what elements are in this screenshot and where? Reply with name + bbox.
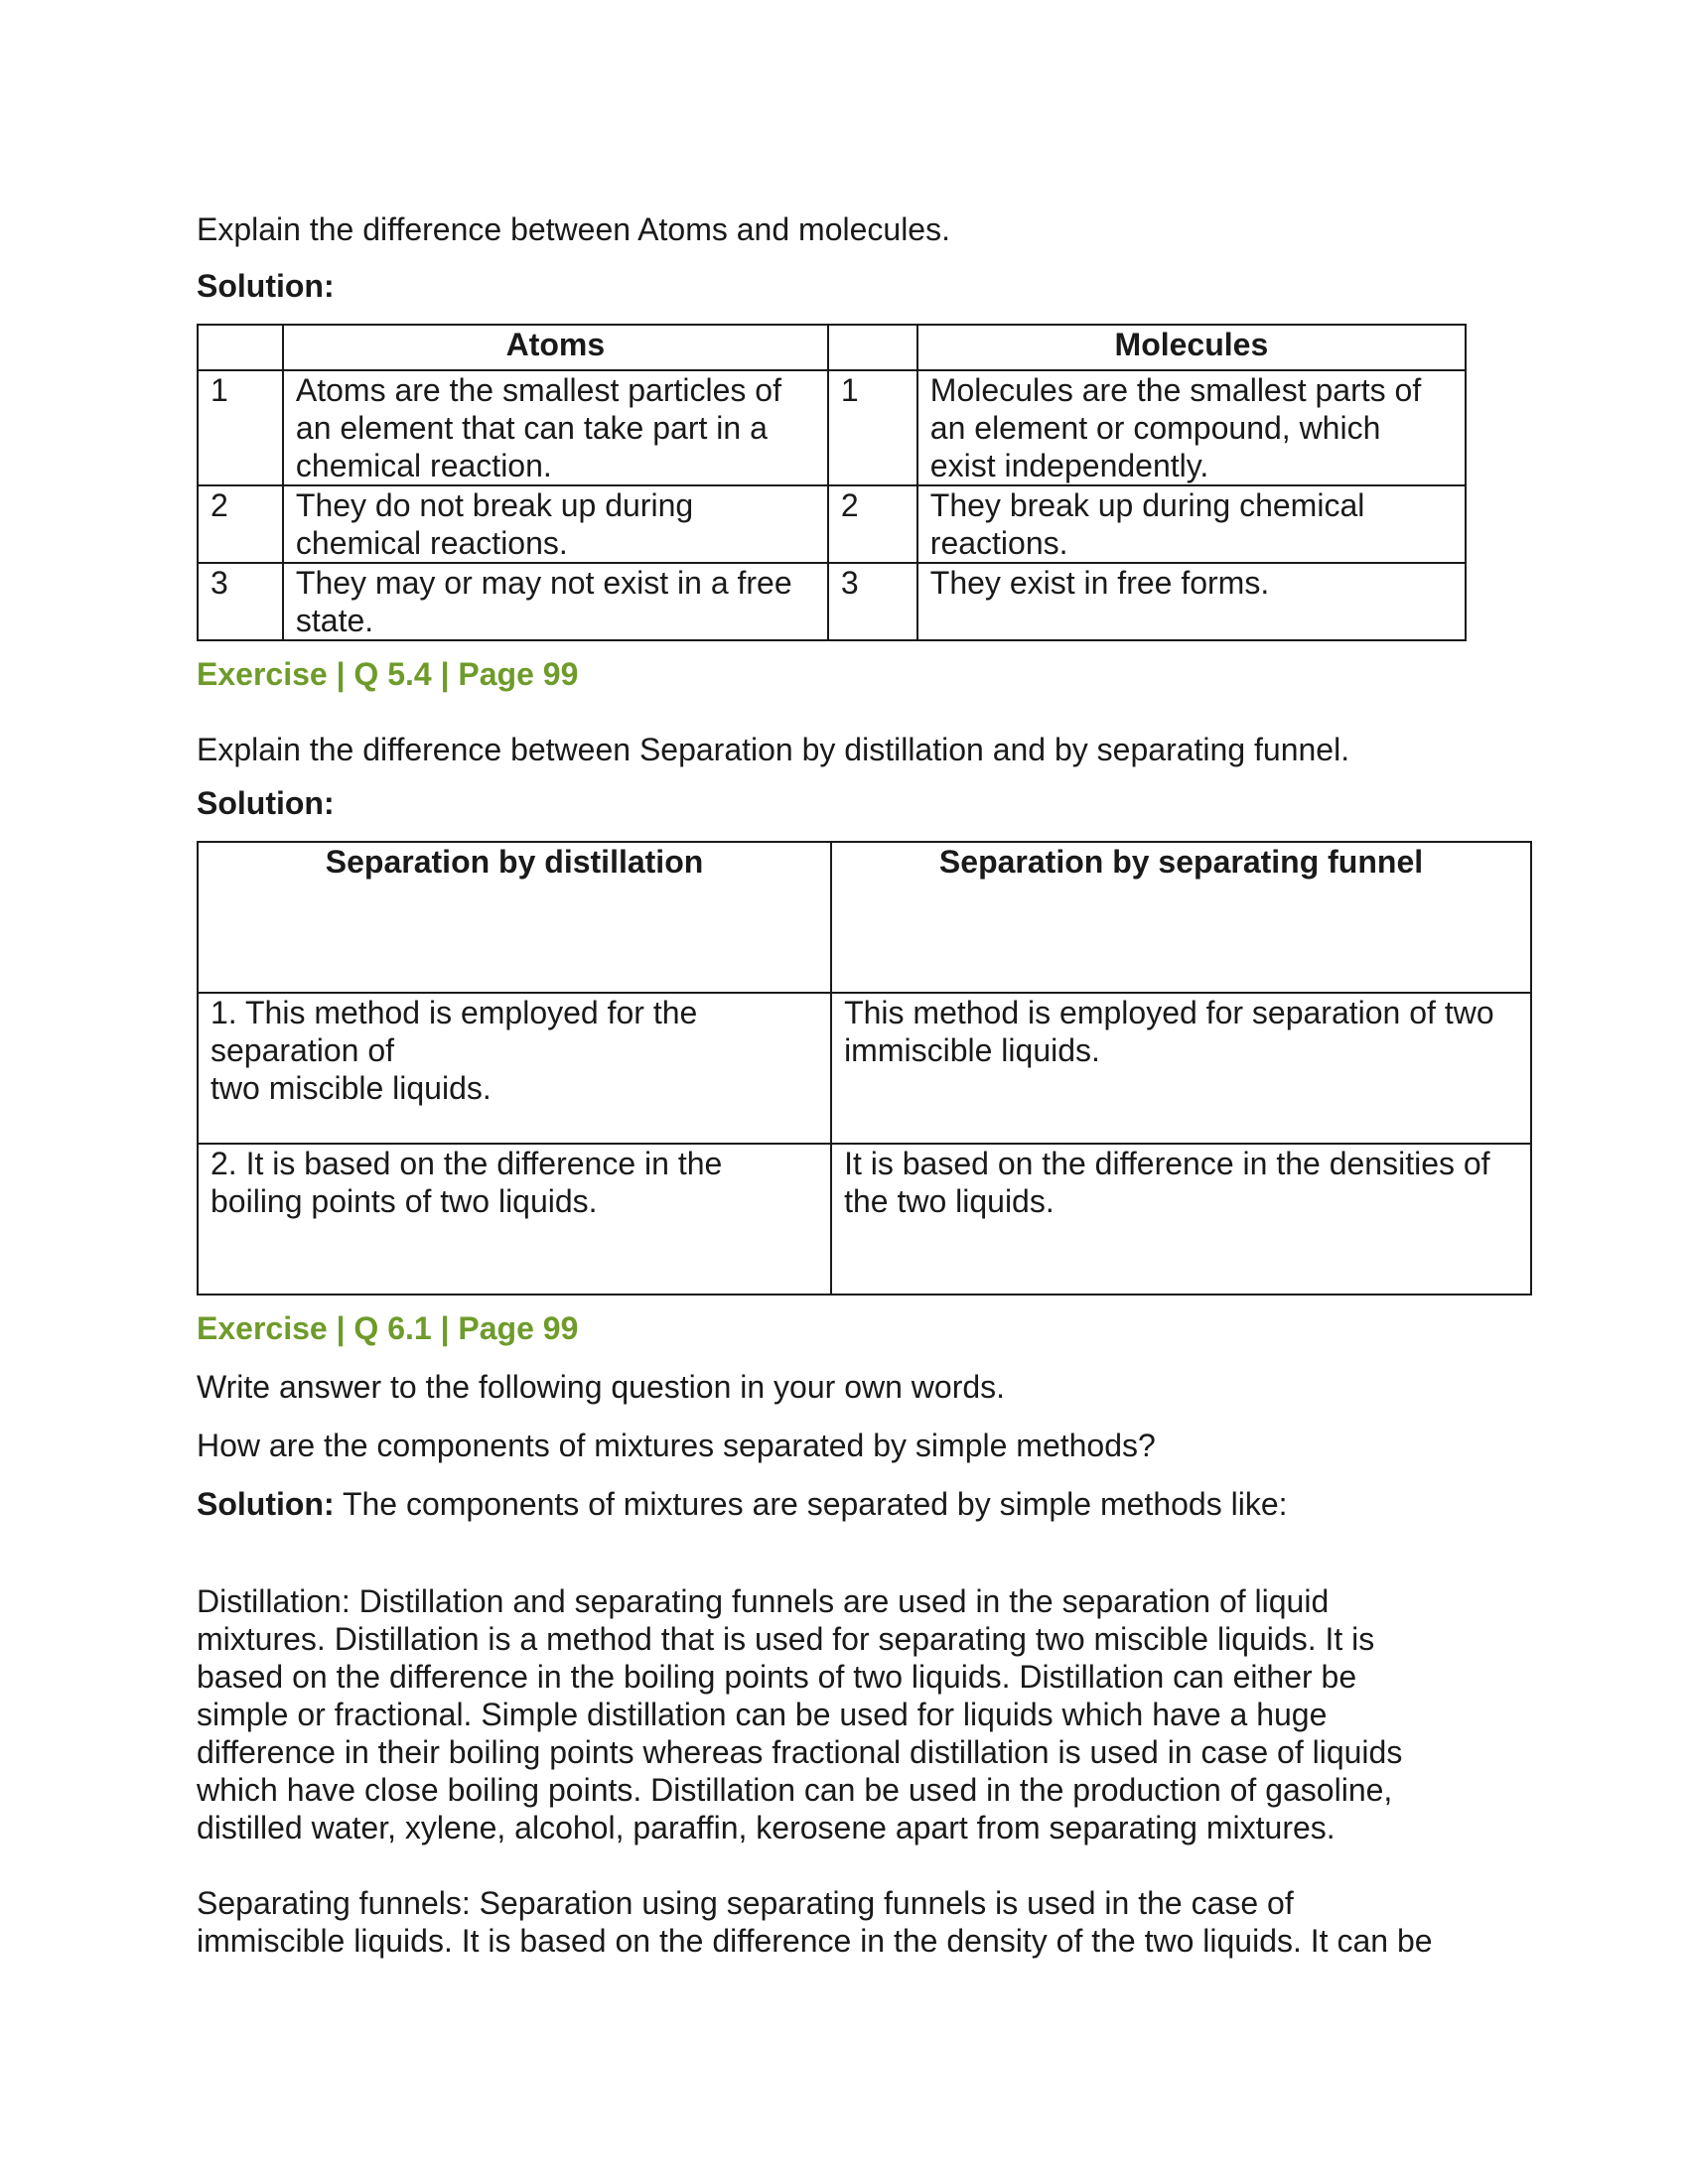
cell-line: 1. This method is employed for the [211, 995, 698, 1030]
instruction-text: Write answer to the following question in your own words. [197, 1369, 1006, 1405]
paragraph-line: based on the difference in the boiling points of two liquids. Distillation can either be [197, 1659, 1357, 1695]
atoms-cell: They do not break up during chemical reactions. [283, 485, 828, 563]
table-header-row [198, 842, 1531, 993]
table-row [198, 370, 1466, 485]
molecules-cell: They exist in free forms. [917, 563, 1466, 640]
distillation-cell [198, 993, 831, 1144]
separating-funnel-cell: It is based on the difference in the densities of the two liquids. [831, 1144, 1531, 1295]
molecules-cell: Molecules are the smallest parts of an element or compound, which exist independently. [917, 370, 1466, 485]
paragraph-line: mixtures. Distillation is a method that is used for separating two miscible liquids. It is [197, 1621, 1375, 1657]
atoms-cell: Atoms are the smallest particles of an element that can take part in a chemical reaction. [283, 370, 828, 485]
question-text: Explain the difference between Atoms and molecules. [197, 211, 950, 247]
row-number: 1 [198, 370, 283, 485]
table-row [198, 485, 1466, 563]
header-cell [198, 325, 283, 370]
table-row [198, 993, 1531, 1144]
atoms-cell: They may or may not exist in a free state. [283, 563, 828, 640]
header-distillation: Separation by distillation [198, 842, 831, 993]
solution-text: The components of mixtures are separated by simple methods like: [334, 1486, 1288, 1522]
row-number: 2 [828, 485, 917, 563]
paragraph-line: Distillation: Distillation and separating funnels are used in the separation of liquid [197, 1583, 1330, 1619]
solution-label: Solution: [197, 1486, 335, 1522]
exercise-heading: Exercise | Q 5.4 | Page 99 [197, 656, 579, 692]
row-number: 3 [828, 563, 917, 640]
paragraph-line: Separating funnels: Separation using separating funnels is used in the case of [197, 1885, 1294, 1921]
separating-funnel-cell: This method is employed for separation of two immiscible liquids. [831, 993, 1531, 1144]
row-number: 1 [828, 370, 917, 485]
table-header-row [198, 325, 1466, 370]
atoms-molecules-table [197, 324, 1467, 641]
separating-funnel-paragraph [197, 1884, 1547, 1960]
header-molecules: Molecules [917, 325, 1466, 370]
paragraph-line: simple or fractional. Simple distillation can be used for liquids which have a huge [197, 1697, 1328, 1732]
question-text: How are the components of mixtures separated by simple methods? [197, 1428, 1156, 1463]
paragraph-line: distilled water, xylene, alcohol, paraffin, kerosene apart from separating mixtures. [197, 1810, 1336, 1845]
cell-line: boiling points of two liquids. [211, 1183, 598, 1219]
solution-label: Solution: [197, 268, 335, 304]
cell-line: 2. It is based on the difference in the [211, 1146, 723, 1181]
paragraph-line: difference in their boiling points whereas fractional distillation is used in case of liquids [197, 1734, 1403, 1770]
paragraph-line: which have close boiling points. Distillation can be used in the production of gasoline, [197, 1772, 1393, 1808]
cell-line: separation of [211, 1032, 395, 1068]
document-page [197, 210, 1547, 1960]
molecules-cell: They break up during chemical reactions. [917, 485, 1466, 563]
distillation-paragraph [197, 1582, 1547, 1846]
paragraph-line: immiscible liquids. It is based on the difference in the density of the two liquids. It can be [197, 1923, 1433, 1959]
header-atoms: Atoms [283, 325, 828, 370]
distillation-cell [198, 1144, 831, 1295]
solution-line [197, 1485, 1547, 1523]
table-row [198, 1144, 1531, 1295]
row-number: 3 [198, 563, 283, 640]
solution-label: Solution: [197, 785, 335, 821]
table-row [198, 563, 1466, 640]
separation-table [197, 841, 1532, 1296]
cell-line: two miscible liquids. [211, 1070, 492, 1106]
header-cell [828, 325, 917, 370]
row-number: 2 [198, 485, 283, 563]
exercise-heading: Exercise | Q 6.1 | Page 99 [197, 1310, 579, 1346]
question-text: Explain the difference between Separation by distillation and by separating funnel. [197, 732, 1350, 767]
header-separating-funnel: Separation by separating funnel [831, 842, 1531, 993]
